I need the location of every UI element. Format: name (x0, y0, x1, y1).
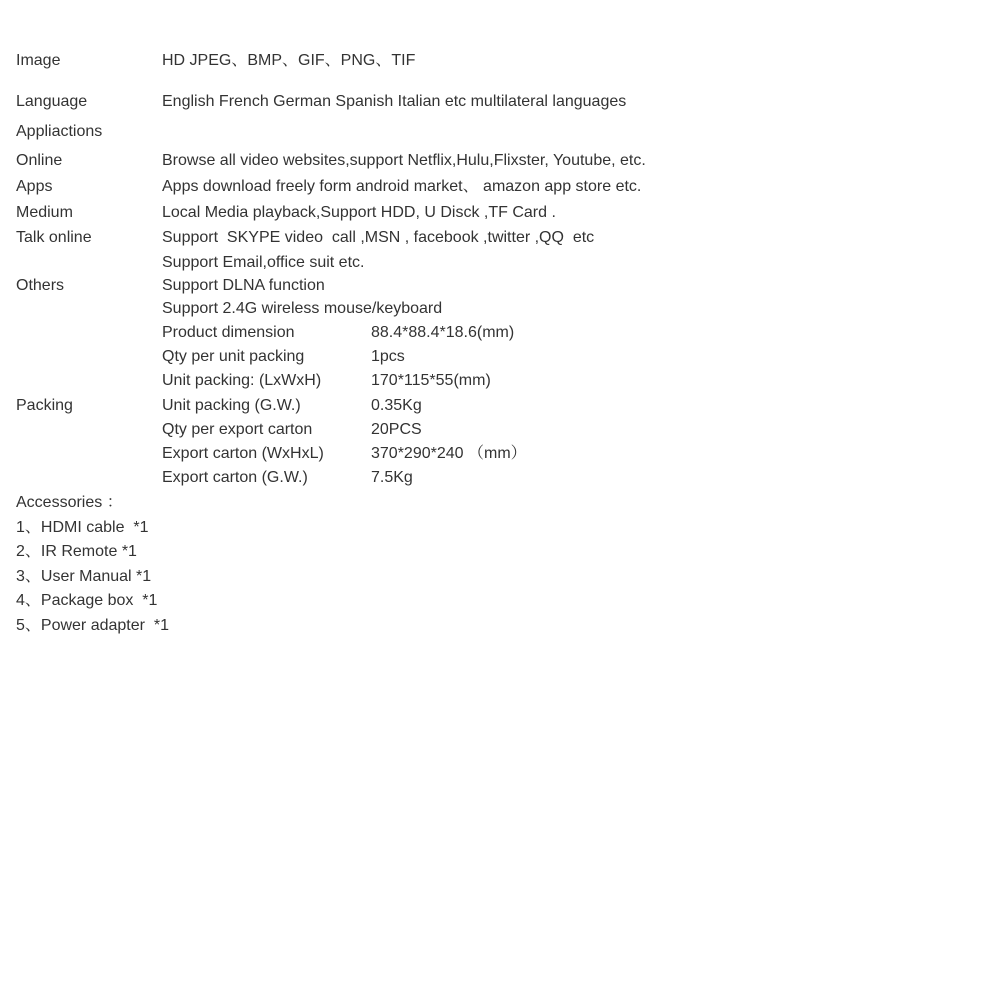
packing-key-2: Qty per unit packing (162, 348, 305, 365)
packing-value-7: 7.5Kg (371, 469, 413, 486)
accessory-item-4: 4、Package box *1 (16, 592, 158, 609)
apps-value: Apps download freely form android market、 amazon app store etc. (162, 178, 642, 195)
talk-online-value-2: Support Email,office suit etc. (162, 254, 365, 271)
packing-value-3: 170*115*55(mm) (371, 372, 491, 389)
image-label: Image (16, 52, 61, 69)
accessory-item-3: 3、User Manual *1 (16, 568, 152, 585)
language-label: Language (16, 93, 88, 110)
applications-heading: Appliactions (16, 123, 103, 140)
talk-online-value-1: Support SKYPE video call ,MSN , facebook ,twitter ,QQ etc (162, 229, 595, 246)
talk-online-label: Talk online (16, 229, 92, 246)
packing-key-6: Export carton (WxHxL) (162, 445, 324, 462)
packing-key-3: Unit packing: (LxWxH) (162, 372, 322, 389)
others-value-1: Support DLNA function (162, 277, 325, 294)
packing-value-6: 370*290*240 （mm） (371, 445, 527, 462)
packing-key-4: Unit packing (G.W.) (162, 397, 301, 414)
accessory-item-5: 5、Power adapter *1 (16, 617, 169, 634)
others-label: Others (16, 277, 65, 294)
online-value: Browse all video websites,support Netflix,Hulu,Flixster, Youtube, etc. (162, 152, 646, 169)
language-value: English French German Spanish Italian etc multilateral languages (162, 93, 627, 110)
packing-value-5: 20PCS (371, 421, 422, 438)
packing-value-1: 88.4*88.4*18.6(mm) (371, 324, 515, 341)
others-value-2: Support 2.4G wireless mouse/keyboard (162, 300, 443, 317)
online-label: Online (16, 152, 63, 169)
packing-value-4: 0.35Kg (371, 397, 422, 414)
packing-key-1: Product dimension (162, 324, 295, 341)
accessory-item-1: 1、HDMI cable *1 (16, 519, 149, 536)
packing-key-7: Export carton (G.W.) (162, 469, 308, 486)
image-value: HD JPEG、BMP、GIF、PNG、TIF (162, 52, 416, 69)
packing-value-2: 1pcs (371, 348, 405, 365)
accessory-item-2: 2、IR Remote *1 (16, 543, 137, 560)
medium-value: Local Media playback,Support HDD, U Disck ,TF Card . (162, 204, 556, 221)
apps-label: Apps (16, 178, 53, 195)
packing-key-5: Qty per export carton (162, 421, 313, 438)
medium-label: Medium (16, 204, 73, 221)
accessories-heading: Accessories ： (16, 494, 123, 511)
packing-label: Packing (16, 397, 73, 414)
